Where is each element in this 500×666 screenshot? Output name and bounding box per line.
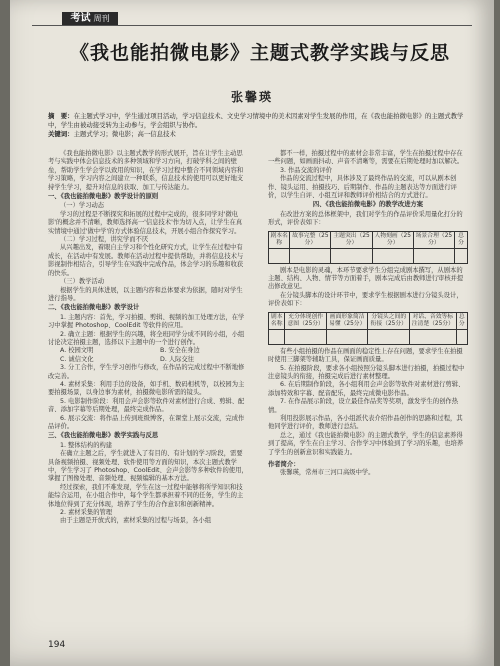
- body-paragraph: 都不一样，拍摄过程中的素材会非常丰富，学生在拍摄过程中存在一些问题，如画面抖动、声音不清晰等，需要在后期处理时加以解决。: [268, 150, 464, 166]
- body-paragraph: 根据学生的具体进展，以主题内容和总体要求为依据，随时对学生进行指导。: [48, 286, 243, 302]
- table-header-cell: 分镜头之间的衔接（25分）: [368, 312, 410, 329]
- table-header-cell: 剧本名称: [269, 312, 285, 329]
- table-cell: [410, 329, 457, 344]
- keywords-label: 关键词：: [48, 130, 74, 138]
- table-header-row: [269, 231, 468, 248]
- abstract-block: [48, 112, 473, 139]
- abstract-label: 摘 要：: [48, 112, 74, 120]
- section-heading: 四、《我也能拍微电影》的教学改进方案: [312, 201, 424, 209]
- table-header-cell: 对话、音效等标注清楚（25分）: [410, 312, 457, 329]
- table-cell: [331, 248, 372, 263]
- table-cell: [413, 248, 454, 263]
- header-rule: [32, 25, 472, 26]
- body-paragraph: 总之，通过《我也能拍微电影》的主题式教学，学生的信息素养得到了提高，学生在自主学习、合作学习中体验到了学习的乐趣，也培养了学生的创新意识和实践能力。: [268, 431, 464, 456]
- body-paragraph: （一）学习动态: [60, 202, 105, 210]
- table-header-cell: 场景合理（25分）: [413, 231, 454, 248]
- right-column: [268, 150, 468, 478]
- body-paragraph: 6. 在后期制作阶段，各小组利用会声会影等软件对素材进行剪辑、添加特效和字幕、配音配乐，最终完成微电影作品。: [268, 381, 465, 397]
- body-paragraph: （二）学习过程，讲究学而不厌: [60, 236, 149, 244]
- table-header-cell: 总分: [454, 231, 467, 248]
- topic-options: [48, 347, 248, 364]
- table-cell: [456, 329, 467, 344]
- body-paragraph: 有些小组拍摄的作品在画面的稳定性上存在问题，要求学生在拍摄时使用三脚架等辅助工具，保证画面质量。: [268, 347, 463, 364]
- journal-tab: [62, 12, 118, 26]
- topic-option: A. 校园文明: [60, 347, 94, 355]
- table1-table: [268, 231, 468, 264]
- body-paragraph: 2. 确立主题：根据学生的兴趣，将全班同学分成不同的小组，小组讨论决定拍摄主题，选择以下主题中的一个进行创作。: [48, 330, 245, 346]
- table-cell: [368, 329, 410, 344]
- body-paragraph: 2. 素材采集的管理: [60, 509, 113, 517]
- body-paragraph: 1. 主题内容：首先，学习拍摄、剪辑、视频的加工处理方法，在学习中掌握 Photoshop、CoolEdit 等软件的应用。: [48, 313, 245, 330]
- section-heading: 一、《我也能拍微电影》教学设计的原则: [48, 193, 159, 201]
- body-paragraph: 由于主题是开放式的，素材采集的过程与场景，各小组: [60, 517, 212, 525]
- table-row: [269, 329, 468, 344]
- topic-option: C. 诚信文化: [60, 355, 94, 363]
- body-paragraph: 3. 作品交流的评价: [280, 166, 333, 174]
- article-author: 张馨瑛: [230, 90, 273, 104]
- table-header-cell: 画面形象简洁易懂（25分）: [326, 312, 368, 329]
- table-cell: [285, 329, 327, 344]
- body-paragraph: 在确立主题之后，学生就进入了有目的、有计划的学习阶段，需要具备视频拍摄、视频处理、软件使用等方面的知识，本次主题式教学中，学生学习了 Photoshop、CoolEdit、会声会影等多种软件的使用，掌握了图像处理、音频处理、视频编辑的基本方法。: [48, 450, 248, 483]
- article-title: 《我也能拍微电影》主题式教学实践与反思: [69, 42, 450, 64]
- journal-name: 考试: [70, 13, 91, 24]
- page-number: 194: [48, 640, 66, 650]
- abstract-text: 在主题式学习中，学生通过项目活动，学习信息技术、文史学习情境中的美术因素对学生发展的作用，在《我也能拍微电影》的主题式教学中，学生由被动接受转为主动参与，学会组织与协作。: [48, 112, 464, 129]
- table-header-cell: 主题突出（25分）: [331, 231, 372, 248]
- table-row: [269, 248, 468, 263]
- body-paragraph: 3. 分工合作，学生学习创作与修改，在作品的完成过程中不断地修改完善。: [48, 364, 245, 380]
- body-paragraph: 《我也能拍微电影》以主题式教学的形式展开，旨在让学生主动思考与实践中体会信息技术的多种领域和学习方向，打破学科之间的壁垒，帮助学生学会学以致用的知识，在学习过程中整合不同领域内容和学习策略，学习内容之间建立一种联系，信息技术的使用可以更好地支持学生学习，提升对信息的获取、加工与传达能力。: [48, 150, 244, 191]
- author-note-label: 作者简介：: [268, 460, 300, 468]
- body-paragraph: 作品的交流过程中，具体涉及了最终作品的交流，可以从剧本创作、镜头运用、拍摄技巧、后期制作、作品的主题表达等方面进行评价，以学生自评、小组互评和教师评价相结合的方式进行。: [268, 175, 457, 200]
- body-paragraph: 4. 素材采集：利用手边的设备，如手机、数码相机等，以校园为主要拍摄场景，以身边事为素材，拍摄微电影所需的镜头。: [48, 380, 245, 397]
- body-paragraph: 5. 在拍摄阶段，要求各小组按照分镜头脚本进行拍摄，拍摄过程中注意镜头的衔接，拍摄完成后进行素材整理。: [268, 364, 465, 380]
- body-paragraph: 剧本是电影的灵魂，本环节要求学生分组完成剧本撰写，从剧本的主题、结构、人物、情节等方面着手，剧本完成后由教师进行审核并提出修改意见。: [268, 266, 464, 291]
- table-cell: [326, 329, 368, 344]
- table-cell: [290, 248, 331, 263]
- left-column: [48, 150, 248, 526]
- body-paragraph: （三）教学活动: [60, 278, 105, 286]
- body-paragraph: 5. 电影制作阶段：利用会声会影等软件对素材进行合成、剪辑、配音、添加字幕等后期处理，最终完成作品。: [48, 397, 245, 414]
- body-paragraph: 1. 整体结构的构建: [60, 441, 113, 449]
- table-cell: [454, 248, 467, 263]
- table-header-cell: 故事完整（25分）: [290, 231, 331, 248]
- table-header-cell: 剧本名称: [269, 231, 290, 248]
- body-paragraph: 学习的过程是不断探究和拓展的过程中完成的，很多同学对'微电影'的概念并不清晰，教师选择高一'信息技术'作为切入点，让学生在真实情境中通过'做中学'的方式体验信息技术，开展小组合作探究学习。: [48, 210, 243, 235]
- table-header-row: [269, 312, 468, 329]
- body-paragraph: 在分镜头脚本的设计环节中，要求学生根据剧本进行分镜头设计，评价表如下：: [268, 291, 463, 308]
- keywords-text: 主题式学习；微电影；高一信息技术: [73, 130, 176, 138]
- body-paragraph: 利用投影展示作品，各小组派代表介绍作品创作的思路和过程，其他同学进行评价，教师进行总结。: [268, 414, 463, 431]
- body-paragraph: 从兴趣出发，着眼自主学习和个性化研究方式，让学生在过程中有成长，在活动中有发展。教师在活动过程中提供帮助，并将信息技术与影视制作相结合，引导学生在实践中完成作品，体会学习的乐趣和收获的快乐。: [48, 244, 244, 277]
- body-paragraph: 张馨瑛，常州市三河口高级中学。: [280, 469, 375, 477]
- section-heading: 三、《我也能拍微电影》教学实践与反思: [48, 432, 159, 440]
- table-cell: [269, 248, 290, 263]
- table-cell: [372, 248, 413, 263]
- table2-table: [268, 312, 468, 345]
- table-header-cell: 人物刻画（25分）: [372, 231, 413, 248]
- body-paragraph: 6. 展示交流：将作品上传到班级博客，在课堂上展示交流，完成作品评价。: [48, 414, 245, 430]
- topic-option: D. 人际交往: [160, 355, 195, 363]
- table-cell: [269, 329, 285, 344]
- journal-subname: 周刊: [93, 14, 110, 23]
- topic-option: B. 安全在身边: [160, 347, 200, 355]
- section-heading: 二、《我也能拍微电影》教学设计: [48, 304, 140, 312]
- body-paragraph: 经过探索，我们不难发现，学生在这一过程中能够将所学知识和技能综合运用，在小组合作中，每个学生都承担着不同的任务，学生的主体地位得到了充分体现，培养了学生的合作意识和创新精神。: [48, 483, 244, 508]
- journal-page: [10, 0, 494, 666]
- table-header-cell: 充分体现创作意图（25分）: [285, 312, 327, 329]
- table-header-cell: 总分: [456, 312, 467, 329]
- body-paragraph: 在改进方案的总体框架中，我们对学生的作品评价采用量化打分的形式，评价表如下：: [268, 210, 463, 227]
- body-paragraph: 7. 在作品展示阶段，设立最佳作品奖等奖项，激发学生的创作热情。: [268, 398, 459, 414]
- page-header: [32, 12, 472, 26]
